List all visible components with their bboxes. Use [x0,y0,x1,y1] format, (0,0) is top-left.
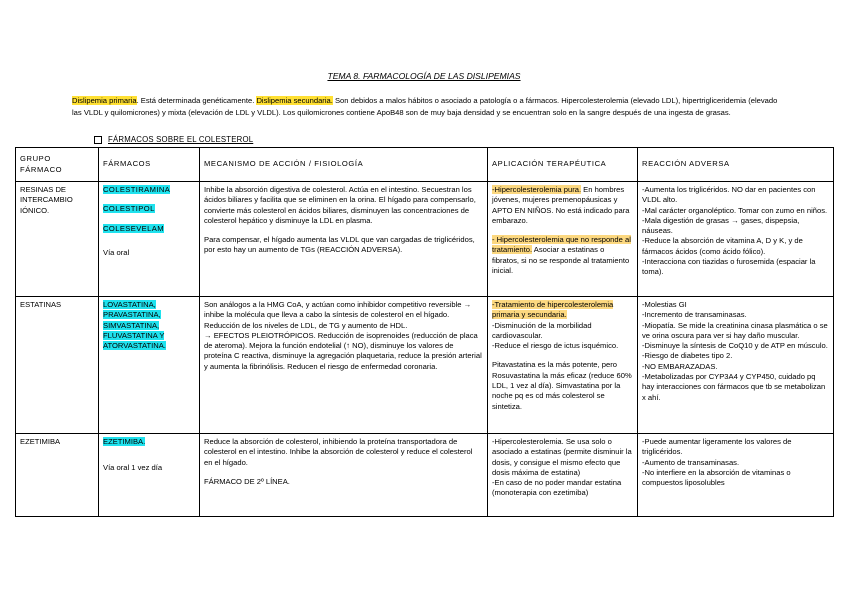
drugs-cell [99,297,200,434]
section-label: FÁRMACOS SOBRE EL COLESTEROL [108,135,254,144]
table-header-row [16,148,834,182]
table-row [16,182,834,297]
drug-name: EZETIMIBA. [103,437,146,446]
adverse-cell: -Aumenta los triglicéridos. NO dar en pacientes con VLDL alto. -Mal carácter organoléptico. Tomar con zumo en niños. -Mala digestión de grasas → gases, dispepsia, náuseas. -Reduce la absorción de vitamina A, D y K, y de fármacos ácidos (como ácido fólico). -Interacciona con tiazidas o furosemida (espaciar la toma). [638,182,834,297]
mechanism-text: Reduce la absorción de colesterol, inhibiendo la proteína transportadora de colesterol en el intestino. Inhibe la absorción de colesterol y reduce el colesterol en el hígado. [204,437,473,467]
drugs-cell [99,182,200,297]
header-reaccion: REACCIÓN ADVERSA [638,148,834,182]
header-mecanismo: MECANISMO DE ACCIÓN / FISIOLOGÍA [200,148,488,182]
adverse-cell: -Puede aumentar ligeramente los valores de triglicéridos. -Aumento de transaminasas. -No interfiere en la absorción de vitaminas o compuestos liposolubles [638,434,834,517]
drug-name: COLESTIRAMINA [103,185,171,194]
dislipemia-secundaria-label: Dislipemia secundaria. [256,96,333,105]
group-cell: ESTATINAS [16,297,99,434]
drug-table [15,147,834,517]
drug-name: COLESTIPOL [103,204,155,214]
section-heading [94,135,253,144]
intro-rest-text: Son debidos a malos hábitos o asociado a patología o a fármacos. Hipercolesterolemia (elevado LDL), hipertrigliceridemia (elevado las VLDL y quilomicrones) y mixta (elevación de LDL y VLDL). Los quilomicrones contiene ApoB48 son de muy baja densidad y se encuentran solo en la sangre después de una ingesta de grasas. [72,96,778,117]
group-cell: RESINAS DE INTERCAMBIO IÓNICO. [16,182,99,297]
mechanism-cell: Son análogos a la HMG CoA, y actúan como inhibidor competitivo reversible → inhibe la molécula que lleva a cabo la síntesis de colesterol en el hígado. Reducción de los niveles de LDL, de TG y aumento de HDL. → EFECTOS PLEIOTRÓPICOS. Reducción de isoprenoides (reducción de placa de ateroma). Mejora la función endotelial (↑ NO), disminuye los valores de proteína C reactiva, disminuye la agregación plaquetaria, reduce la presión arterial y aumenta la fibrinólisis. Reducen el riesgo de enfermedad coronaria. [200,297,488,434]
checkbox-icon[interactable] [94,136,102,144]
header-aplicacion: APLICACIÓN TERAPÉUTICA [488,148,638,182]
group-cell: EZETIMIBA [16,434,99,517]
dislipemia-primaria-label: Dislipemia primaria [72,96,137,105]
application-text: -Tratamiento de hipercolesterolemia primaria y secundaria. [492,300,614,320]
drug-name: PRAVASTATINA, [103,310,161,320]
drugs-cell [99,434,200,517]
application-text: - Hipercolesterolemia que no responde al tratamiento. Asociar a estatinas o fibratos, si no se responde al tratamiento inicial. [492,235,631,276]
mechanism-text: Inhibe la absorción digestiva de colesterol. Actúa en el intestino. Secuestran los ácidos biliares y facilita que se eliminen en la orina. El hígado para compensarlo, convierte más colesterol en ácidos biliares, disminuyen las concentraciones de colesterol hepático y disminuye la LDL en plasma. [204,185,476,225]
drug-name: ATORVASTATINA. [103,341,166,351]
application-text: -Hipercolesterolemia pura. En hombres jóvenes, mujeres premenopáusicas y APTO EN NIÑOS. No está indicado para embarazo. [492,185,630,225]
application-text: Pitavastatina es la más potente, pero Rosuvastatina la más eficaz (reduce 60% LDL, 1 vez al día). Simvastatina por la noche pq es cd más colesterol se sintetiza. [492,360,632,411]
application-text: -Disminución de la morbilidad cardiovascular. -Reduce el riesgo de ictus isquémico. [492,320,619,351]
primaria-text: . Está determinada genéticamente. [136,96,257,105]
drug-name: COLESEVELAM [103,223,164,233]
table-row [16,434,834,517]
route-text: Vía oral 1 vez día [103,463,163,473]
route-text: Vía oral [103,247,130,257]
table-row [16,297,834,434]
header-farmacos: FÁRMACOS [99,148,200,182]
intro-paragraph [72,95,780,118]
mechanism-text: FÁRMACO DE 2º LÍNEA. [204,476,290,486]
header-grupo: GRUPO FÁRMACO [16,148,99,182]
mechanism-cell [200,182,488,297]
page-title: TEMA 8. FARMACOLOGÍA DE LAS DISLIPEMIAS [327,71,521,81]
application-cell [488,297,638,434]
drug-name: SIMVASTATINA, [103,320,160,330]
mechanism-text: Para compensar, el hígado aumenta las VLDL que van cargadas de triglicéridos, por esto hay un aumento de TGs (REACCIÓN ADVERSA). [204,235,475,255]
application-cell [488,182,638,297]
drug-name: LOVASTATINA, [103,300,156,309]
adverse-cell: -Molestias GI -Incremento de transaminasas. -Miopatía. Se mide la creatinina cinasa plasmática o se ve orina oscura para ver si hay daño muscular. -Disminuye la síntesis de CoQ10 y de ATP en músculo. -Riesgo de diabetes tipo 2. -NO EMBARAZADAS. -Metabolizadas por CYP3A4 y CYP450, cuidado pq hay interacciones con fármacos que tb se metabolizan x ahí. [638,297,834,434]
drug-name: FLUVASTATINA Y [103,330,165,340]
mechanism-cell [200,434,488,517]
application-cell: -Hipercolesterolemia. Se usa solo o asociado a estatinas (permite disminuir la dosis, y consigue el mismo efecto que dosis máxima de estatina) -En caso de no poder mandar estatina (monoterapia con ezetimiba) [488,434,638,517]
